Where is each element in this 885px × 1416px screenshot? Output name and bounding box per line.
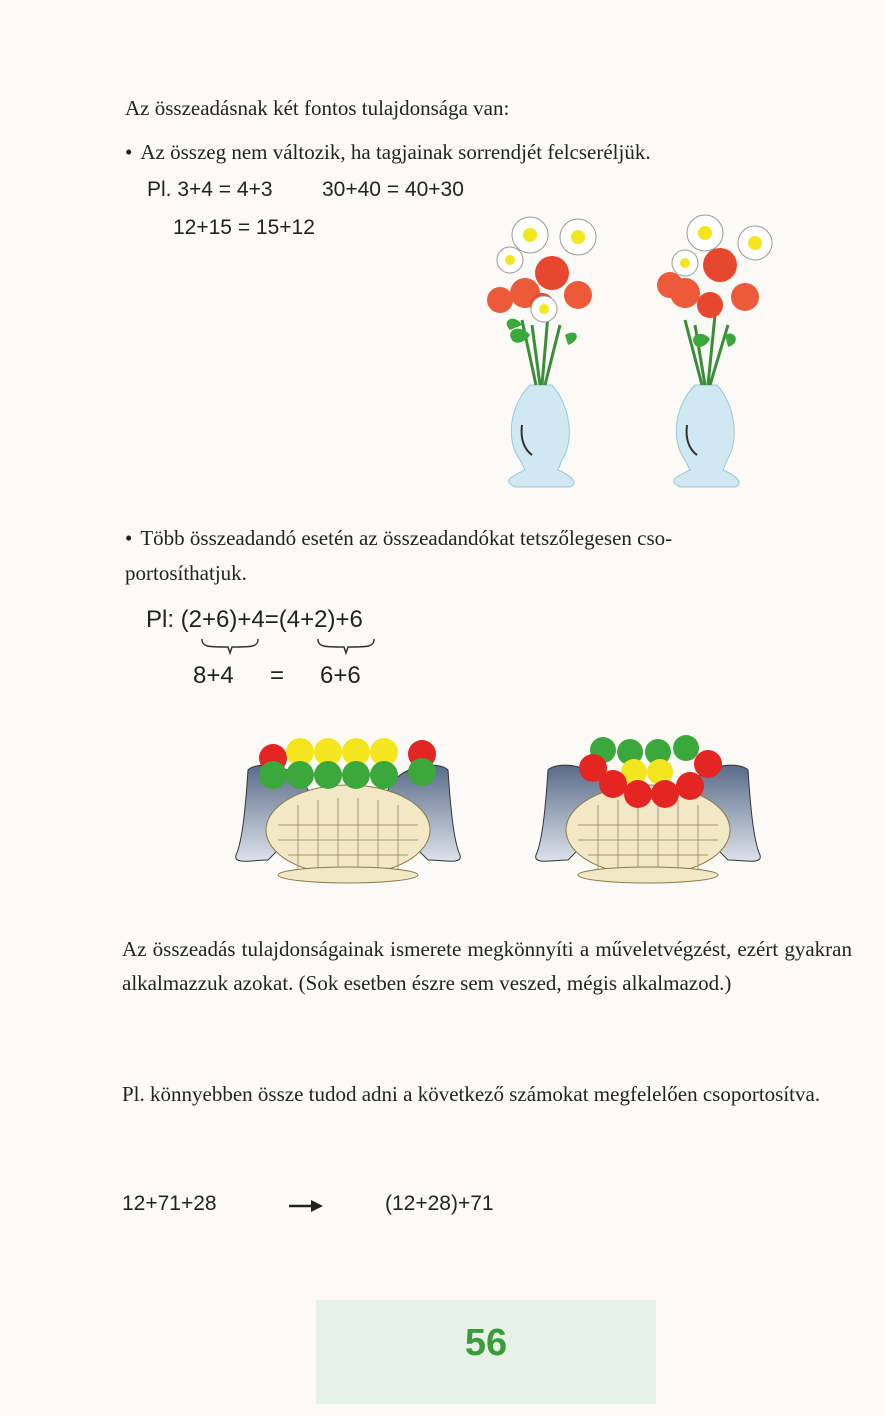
flower-vases-illustration [470, 205, 790, 500]
vase-right [657, 215, 772, 487]
intro-text: Az összeadásnak két fontos tulajdonsága van: [125, 96, 510, 120]
example-3-left: 12+71+28 [122, 1192, 217, 1215]
rule-2-line-2: portosíthatjuk. [125, 561, 247, 585]
page-number: 56 [464, 1322, 508, 1364]
underbrace-right [316, 637, 376, 657]
ball-baskets-illustration [228, 730, 768, 890]
arrow-icon [287, 1196, 327, 1216]
example-1c: 12+15 = 15+12 [173, 216, 315, 239]
example-2-expression: Pl: (2+6)+4=(4+2)+6 [146, 606, 363, 633]
vase-left [487, 217, 596, 487]
paragraph-properties: Az összeadás tulajdonságainak ismerete megkönnyíti a műveletvégzést, ezért gyakran alkalmazzuk azokat. (Sok esetben észre sem veszed, mégis alkalmazod.) [122, 937, 852, 995]
example-1a: Pl. 3+4 = 4+3 [147, 178, 273, 201]
example-2-right-sum: 6+6 [320, 662, 361, 689]
underbrace-left [200, 637, 260, 657]
basket-right [536, 735, 761, 883]
example-2-left-sum: 8+4 [193, 662, 234, 689]
paragraph-example: Pl. könnyebben össze tudod adni a következő számokat megfelelően csoportosítva. [122, 1082, 821, 1106]
page-number-box [316, 1300, 656, 1404]
example-2-equals: = [270, 662, 285, 689]
example-1b: 30+40 = 40+30 [322, 178, 464, 201]
rule-2-line-1: • Több összeadandó esetén az összeadandókat tetszőlegesen cso- [125, 526, 672, 551]
example-3-right: (12+28)+71 [385, 1192, 494, 1215]
basket-left [236, 738, 461, 883]
rule-1: • Az összeg nem változik, ha tagjainak sorrendjét felcseréljük. [125, 140, 651, 165]
